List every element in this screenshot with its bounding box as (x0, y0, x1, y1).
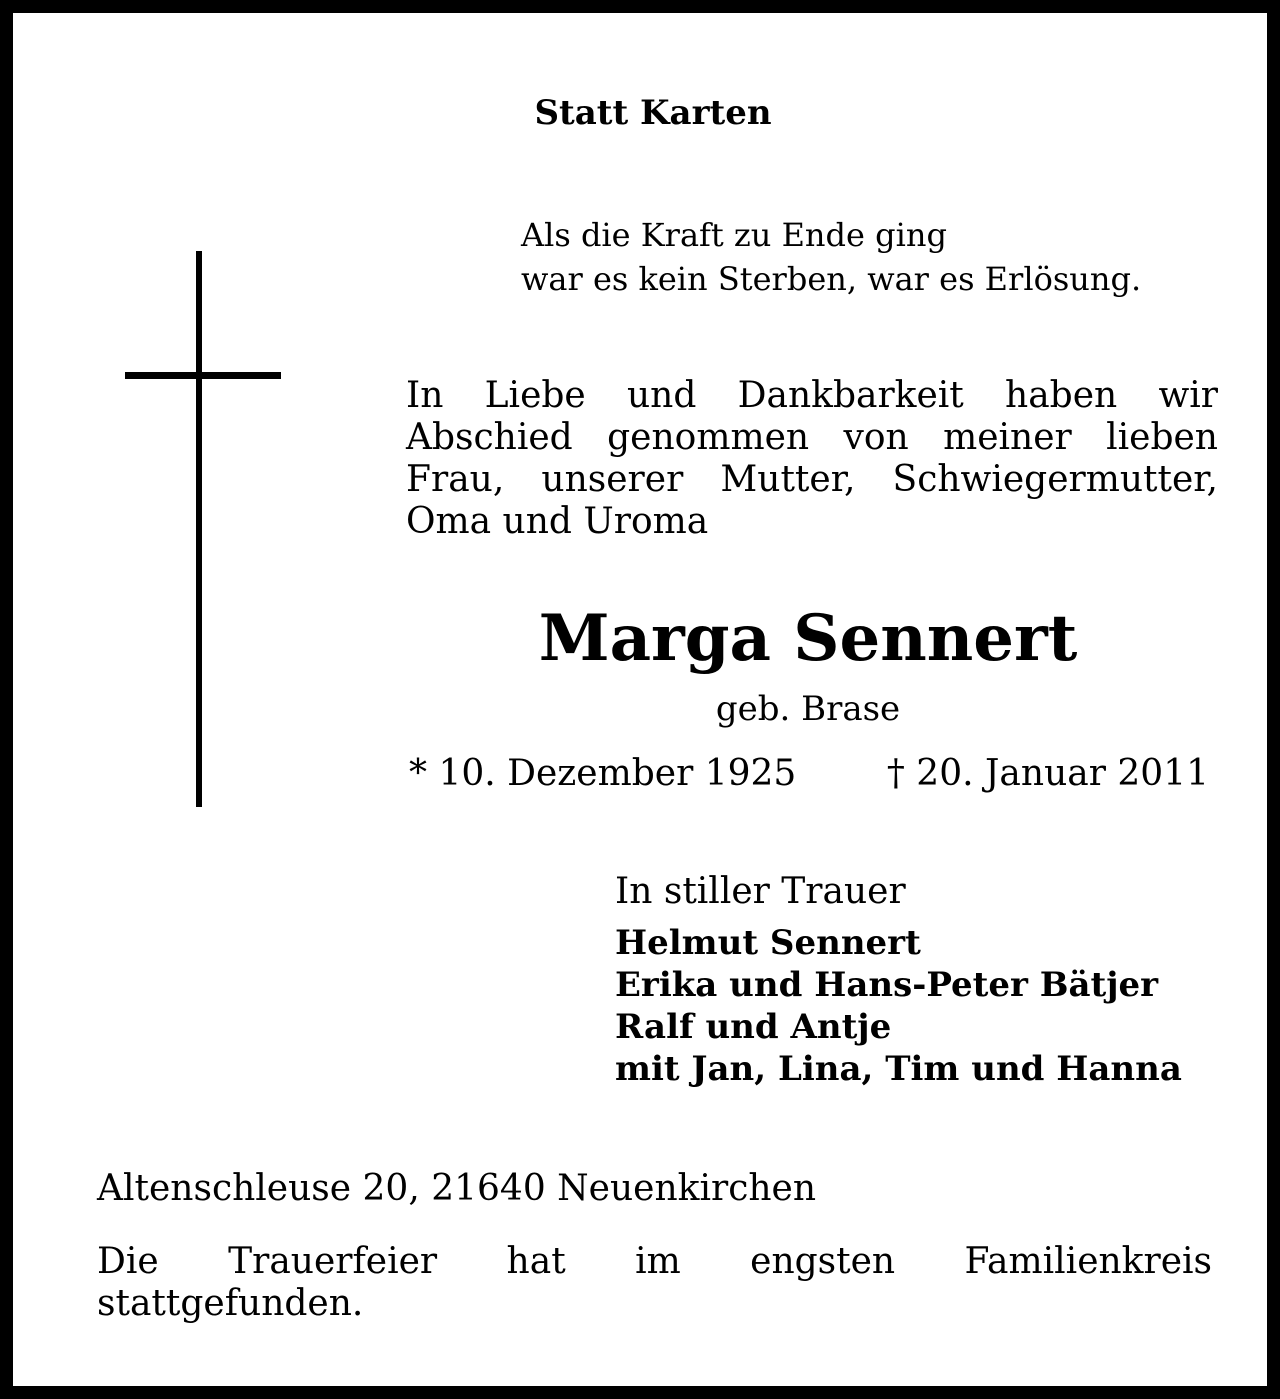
intro-line-1: In Liebe und Dankbarkeit haben wir (406, 375, 1218, 416)
cross-horizontal-bar (125, 372, 281, 379)
intro-line-4: Oma und Uroma (406, 501, 709, 542)
funeral-notice (97, 1241, 1212, 1325)
mourner-2: Erika und Hans-Peter Bätjer (615, 965, 1159, 1005)
intro-line-3: Frau, unserer Mutter, Schwiegermutter, (406, 459, 1218, 500)
notice-line-2: stattgefunden. (97, 1283, 364, 1324)
mourning-intro: In stiller Trauer (615, 871, 906, 912)
intro-line-2: Abschied genommen von meiner lieben (406, 417, 1218, 458)
intro-text (406, 375, 1218, 543)
deceased-name: Marga Sennert (538, 601, 1078, 676)
verse-line-2: war es kein Sterben, war es Erlösung. (521, 260, 1142, 298)
cross-vertical-bar (196, 251, 202, 807)
mourner-3: Ralf und Antje (615, 1007, 892, 1047)
birth-date: * 10. Dezember 1925 (409, 753, 797, 794)
maiden-name: geb. Brase (715, 689, 901, 729)
mourner-4: mit Jan, Lina, Tim und Hanna (615, 1049, 1182, 1089)
verse-line-1: Als die Kraft zu Ende ging (521, 216, 947, 254)
verse (521, 213, 1141, 301)
heading-statt-karten: Statt Karten (534, 93, 772, 133)
mourner-1: Helmut Sennert (615, 923, 921, 963)
notice-line-1: Die Trauerfeier hat im engsten Familienkreis (97, 1241, 1212, 1282)
mourners-list (615, 922, 1182, 1090)
life-dates (409, 751, 1209, 797)
address: Altenschleuse 20, 21640 Neuenkirchen (97, 1168, 817, 1209)
death-date: † 20. Januar 2011 (886, 753, 1209, 794)
